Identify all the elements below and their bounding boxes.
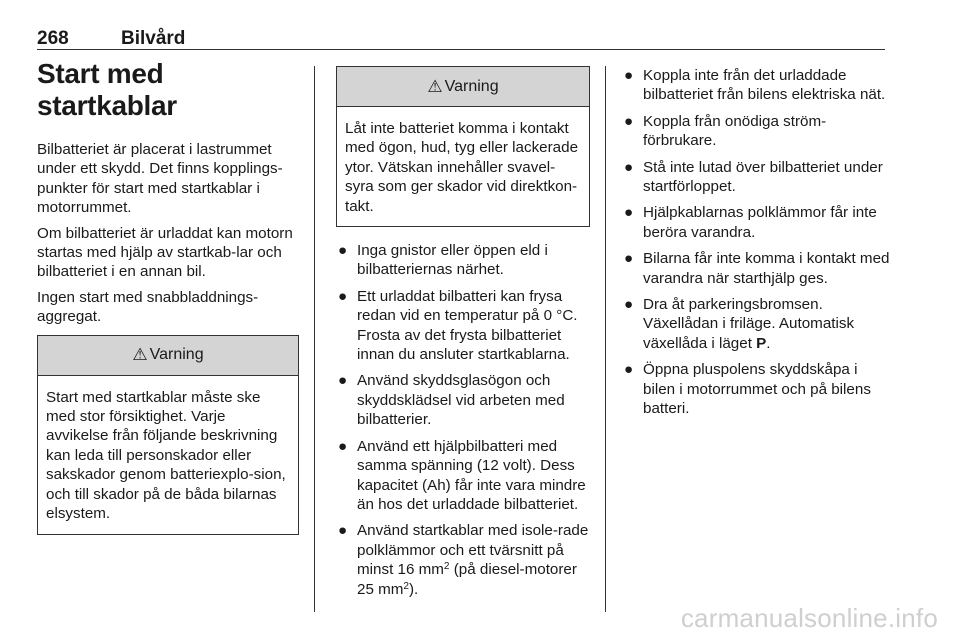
- gear-position-p: P: [756, 334, 767, 352]
- precaution-list: [336, 241, 590, 599]
- warning-text: Låt inte batteriet komma i kontakt med ögon, hud, tyg eller lackerade ytor. Vätskan innehåller svavel-syra som ger skador vid direktkon-takt.: [345, 120, 579, 215]
- bullet-icon: ●: [338, 287, 348, 305]
- watermark: carmanualsonline.info: [680, 603, 938, 633]
- bullet-icon: ●: [338, 242, 348, 260]
- discharged-battery-paragraph: Om bilbatteriet är urladdat kan motorn startas med hjälp av startkab-lar och bilbatteriet i en annan bil.: [37, 224, 293, 281]
- bullet-icon: ●: [624, 204, 634, 222]
- warning-header: [38, 336, 298, 376]
- list-item: ● Använd skyddsglasögon och skyddsklädsel vid arbeten med bilbatterier.: [338, 372, 565, 429]
- warning-text: Start med startkablar måste ske med stor försiktighet. Varje avvikelse från följande beskrivning kan leda till personskador eller sakskador genom batteriexplo-sion, och till skador på de båda bilarnas elsystem.: [46, 388, 286, 523]
- warning-title: Varning: [444, 77, 499, 95]
- bullet-icon: ●: [624, 67, 634, 84]
- column-1: [37, 58, 299, 535]
- bullet-icon: ●: [624, 158, 634, 176]
- bullet-icon: ●: [624, 361, 634, 379]
- bullet-icon: ●: [338, 522, 348, 540]
- bullet-icon: ●: [338, 437, 348, 455]
- bullet-icon: ●: [624, 250, 634, 268]
- list-item: ● Koppla från onödiga ström-förbrukare.: [624, 112, 827, 150]
- list-item: ● Dra åt parkeringsbromsen. Växellådan i friläge. Automatisk växellåda i läget P.: [624, 296, 855, 352]
- chapter-title: Start med startkablar: [37, 58, 177, 121]
- page-number: 268: [37, 28, 69, 49]
- bullet-icon: ●: [624, 112, 634, 130]
- column-2: [336, 58, 590, 606]
- page-header: [37, 22, 885, 50]
- procedure-list: [622, 66, 890, 419]
- list-item: ● Öppna pluspolens skyddskåpa i bilen i motorrummet och på bilens batteri.: [624, 361, 871, 418]
- column-divider-right: [605, 66, 606, 612]
- list-item: ● Ett urladdat bilbatteri kan frysa redan vid en temperatur på 0 °C. Frosta av det frysta bilbatteriet innan du ansluter startkablarna.: [338, 287, 578, 364]
- warning-title: Varning: [149, 346, 204, 364]
- section-title: Bilvård: [121, 28, 186, 49]
- bullet-icon: ●: [338, 372, 348, 390]
- list-item: ● Koppla inte från det urladdade bilbatteriet från bilens elektriska nät.: [624, 67, 886, 104]
- column-3: [622, 58, 890, 426]
- list-item: ● Bilarna får inte komma i kontakt med varandra när starthjälp ges.: [624, 250, 890, 287]
- list-item: ● Inga gnistor eller öppen eld i bilbatteriernas närhet.: [338, 242, 548, 279]
- warning-box-acid: [336, 66, 590, 227]
- column-divider-left: [314, 66, 315, 612]
- bullet-icon: ●: [624, 296, 634, 314]
- list-item: ● Använd ett hjälpbilbatteri med samma spänning (12 volt). Dess kapacitet (Ah) får inte vara mindre än hos det urladdade bilbatteriet.: [338, 437, 586, 513]
- warning-triangle-icon: ⚠: [132, 345, 148, 365]
- warning-box-jump-start: [37, 335, 299, 535]
- intro-paragraph: Bilbatteriet är placerat i lastrummet under ett skydd. Det finns kopplings-punkter för start med startkablar i motorrummet.: [37, 141, 283, 217]
- list-item: ● Stå inte lutad över bilbatteriet under startförloppet.: [624, 158, 883, 196]
- no-fast-charger-paragraph: Ingen start med snabbladdnings-aggregat.: [37, 288, 259, 326]
- warning-header: [337, 67, 589, 107]
- list-item: ● Hjälpkablarnas polklämmor får inte beröra varandra.: [624, 204, 877, 241]
- list-item: ● Använd startkablar med isole-rade polklämmor och ett tvärsnitt på minst 16 $mm^2$ (på diesel-motorer 25 $mm^2$).: [338, 522, 589, 598]
- warning-triangle-icon: ⚠: [427, 76, 443, 96]
